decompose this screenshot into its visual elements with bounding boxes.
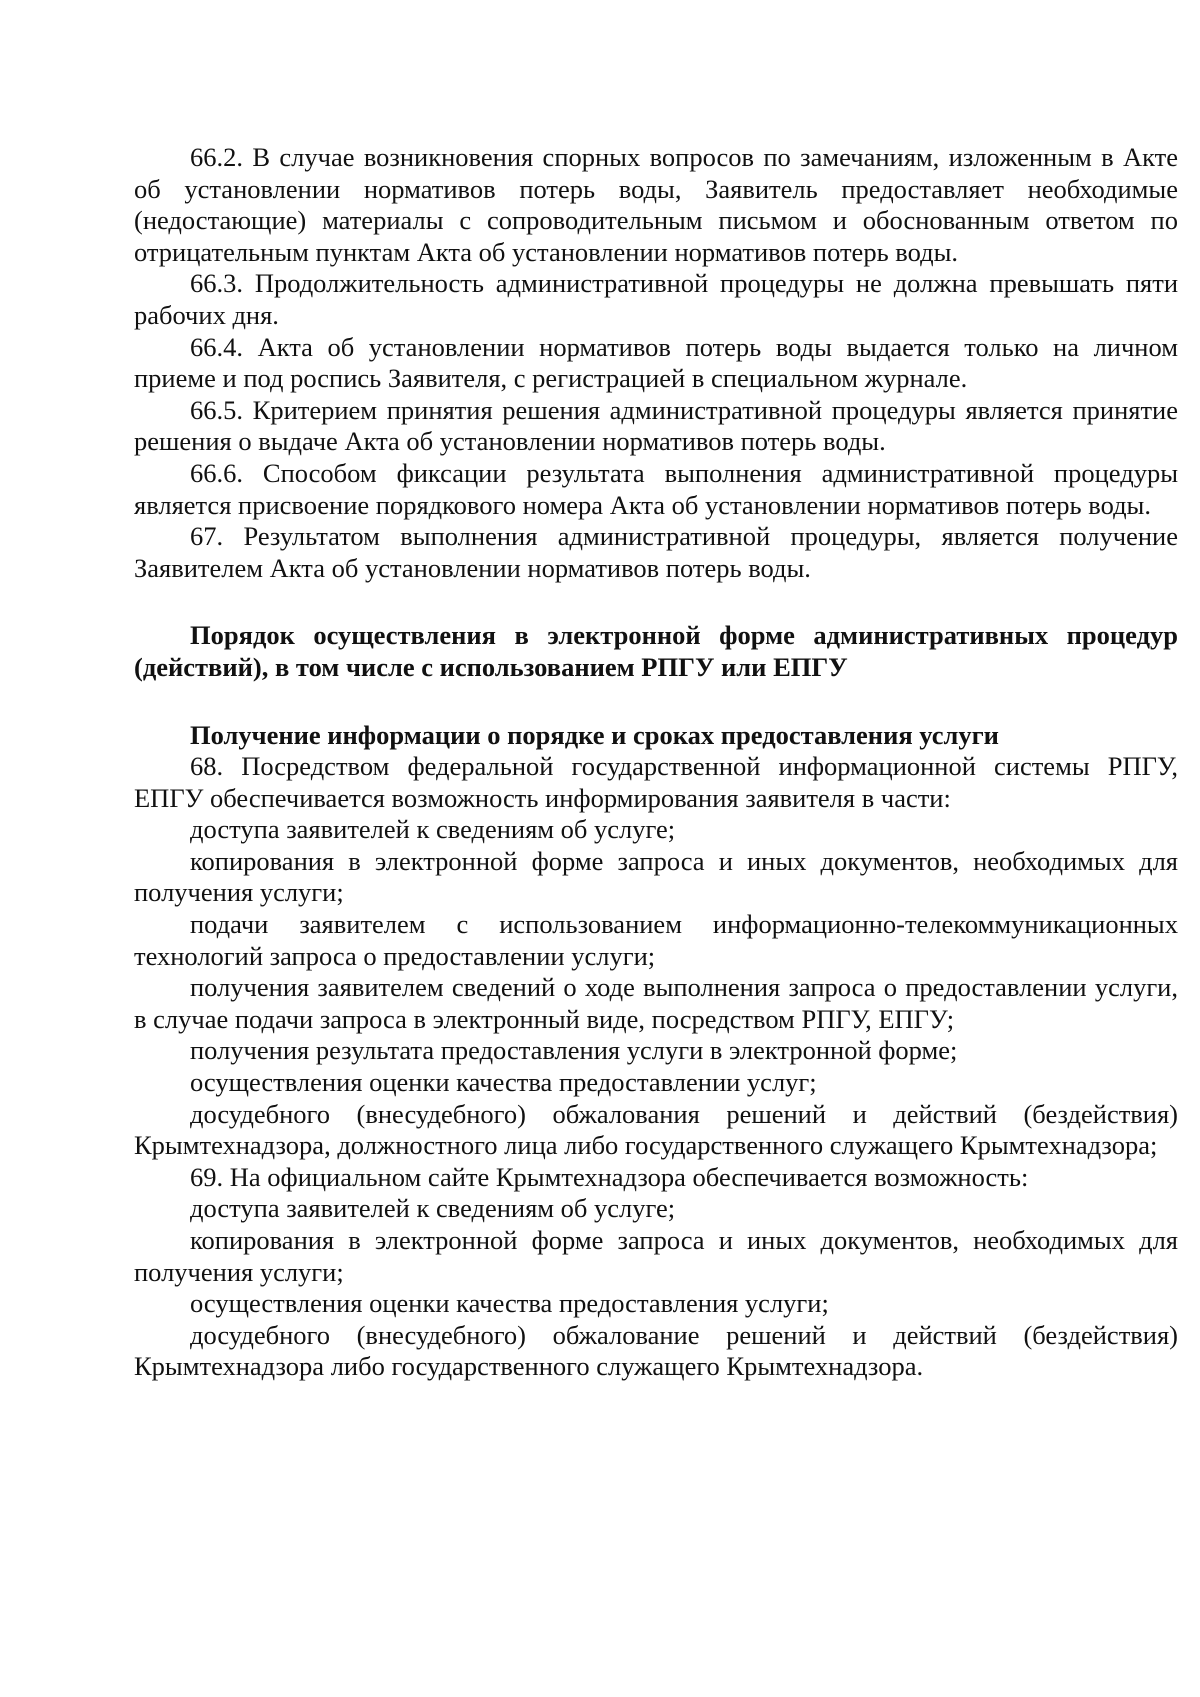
paragraph-67: 67. Результатом выполнения административной процедуры, является получение Заявителем Акта об установлении нормативов потерь воды. <box>134 521 1178 583</box>
list-item-get-result: получения результата предоставления услуги в электронной форме; <box>190 1035 958 1066</box>
section-heading: Порядок осуществления в электронной форме административных процедур (действий), в том числе с использованием РПГУ или ЕПГУ <box>134 620 1178 682</box>
list-item-site-copy-request: копирования в электронной форме запроса и иных документов, необходимых для получения услуги; <box>134 1225 1178 1287</box>
list-item-appeal: досудебного (внесудебного) обжалования решений и действий (бездействия) Крымтехнадзора, должностного лица либо государственного служащего Крымтехнадзора; <box>134 1098 1178 1161</box>
list-item-site-appeal: досудебного (внесудебного) обжалование решений и действий (бездействия) Крымтехнадзора либо государственного служащего Крымтехнадзора. <box>134 1319 1178 1382</box>
paragraph-66-4: 66.4. Акта об установлении нормативов потерь воды выдается только на личном приеме и под роспись Заявителя, с регистрацией в специальном журнале. <box>134 331 1178 394</box>
list-item-copy-request: копирования в электронной форме запроса и иных документов, необходимых для получения услуги; <box>134 845 1178 908</box>
list-item-site-access-info: доступа заявителей к сведениям об услуге; <box>190 1193 676 1224</box>
list-item-quality-assessment: осуществления оценки качества предоставлении услуг; <box>190 1067 817 1098</box>
paragraph-66-2: 66.2. В случае возникновения спорных вопросов по замечаниям, изложенным в Акте об установлении нормативов потерь воды, Заявитель предоставляет необходимые (недостающие) материалы с сопроводительным письмом и обоснованным ответом по отрицательным пунктам Акта об установлении нормативов потерь воды. <box>134 142 1178 267</box>
spacer <box>134 584 1178 620</box>
document-page <box>134 142 1178 1383</box>
paragraph-68: 68. Посредством федеральной государственной информационной системы РПГУ, ЕПГУ обеспечивается возможность информирования заявителя в части: <box>134 751 1178 813</box>
paragraph-66-3: 66.3. Продолжительность административной процедуры не должна превышать пяти рабочих дня. <box>134 268 1178 330</box>
list-item-site-quality-assessment: осуществления оценки качества предоставления услуги; <box>190 1288 829 1319</box>
spacer <box>134 684 1178 720</box>
list-item-request-status: получения заявителем сведений о ходе выполнения запроса о предоставлении услуги, в случае подачи запроса в электронный виде, посредством РПГУ, ЕПГУ; <box>134 972 1178 1034</box>
paragraph-66-6: 66.6. Способом фиксации результата выполнения административной процедуры является присвоение порядкового номера Акта об установлении нормативов потерь воды. <box>134 457 1178 520</box>
paragraph-69: 69. На официальном сайте Крымтехнадзора обеспечивается возможность: <box>190 1161 1029 1192</box>
list-item-submit-request: подачи заявителем с использованием информационно-телекоммуникационных технологий запроса о предоставлении услуги; <box>134 909 1178 971</box>
subsection-heading: Получение информации о порядке и сроках предоставления услуги <box>190 719 999 750</box>
list-item-access-info: доступа заявителей к сведениям об услуге; <box>190 814 676 845</box>
paragraph-66-5: 66.5. Критерием принятия решения административной процедуры является принятие решения о выдаче Акта об установлении нормативов потерь воды. <box>134 394 1178 457</box>
